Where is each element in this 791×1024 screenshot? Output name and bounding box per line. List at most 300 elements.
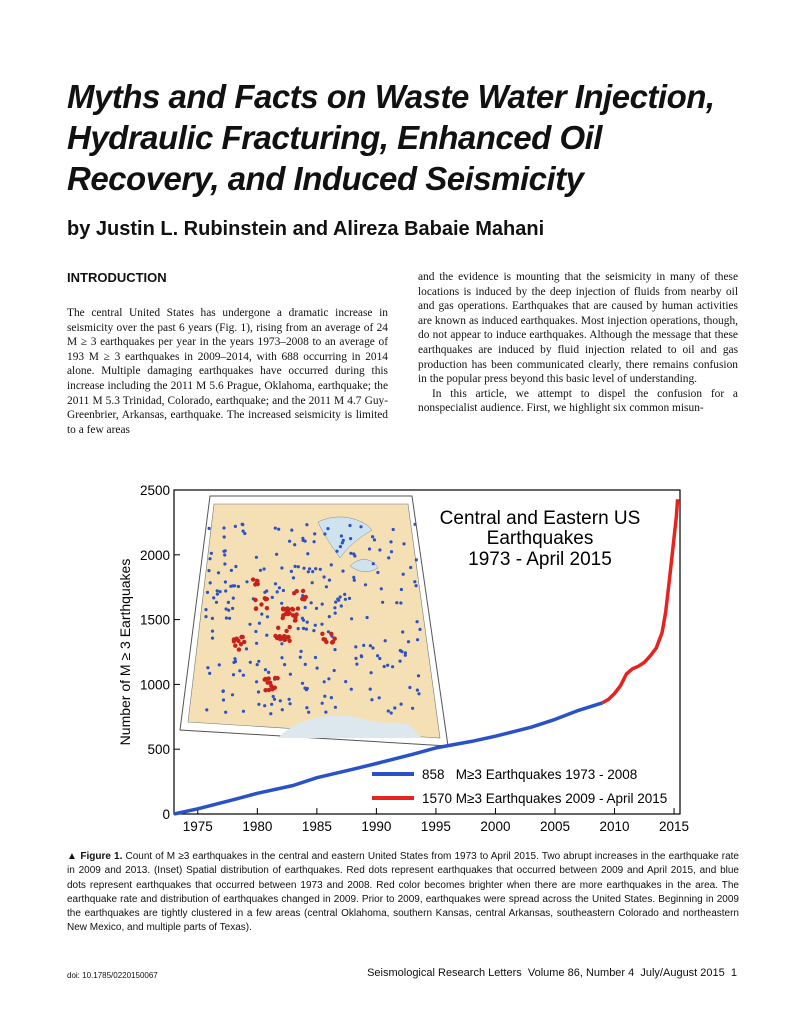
- map-dot-blue: [333, 606, 336, 609]
- map-dot-blue: [390, 711, 393, 714]
- map-dot-red: [278, 637, 282, 641]
- map-dot-blue: [368, 547, 371, 550]
- map-dot-blue: [237, 585, 240, 588]
- figure-1: [110, 484, 750, 844]
- map-dot-blue: [311, 570, 314, 573]
- map-dot-blue: [305, 628, 308, 631]
- map-dot-blue: [219, 590, 222, 593]
- map-dot-red: [331, 640, 335, 644]
- map-dot-blue: [323, 680, 326, 683]
- map-dot-red: [293, 618, 297, 622]
- map-dot-blue: [302, 567, 305, 570]
- map-dot-blue: [278, 586, 281, 589]
- x-tick-label: 1990: [361, 819, 392, 834]
- map-dot-red: [265, 606, 269, 610]
- map-dot-blue: [340, 534, 343, 537]
- map-dot-blue: [339, 545, 342, 548]
- map-dot-blue: [341, 541, 344, 544]
- map-dot-blue: [277, 528, 280, 531]
- map-dot-red: [239, 635, 243, 639]
- map-dot-blue: [399, 649, 402, 652]
- map-dot-blue: [417, 674, 420, 677]
- map-dot-red: [242, 640, 246, 644]
- inset-title-line-2: Earthquakes: [486, 528, 594, 549]
- map-dot-blue: [314, 567, 317, 570]
- map-dot-red: [296, 606, 300, 610]
- map-dot-blue: [288, 698, 291, 701]
- map-dot-blue: [314, 656, 317, 659]
- map-dot-blue: [354, 645, 357, 648]
- map-dot-red: [236, 639, 240, 643]
- map-dot-blue: [378, 696, 381, 699]
- map-dot-red: [288, 625, 292, 629]
- map-dot-blue: [222, 550, 225, 553]
- map-dot-blue: [333, 669, 336, 672]
- map-dot-blue: [248, 623, 251, 626]
- map-dot-blue: [212, 596, 215, 599]
- map-dot-blue: [288, 540, 291, 543]
- map-dot-blue: [211, 617, 214, 620]
- map-dot-blue: [307, 711, 310, 714]
- map-dot-blue: [232, 597, 235, 600]
- section-heading: INTRODUCTION: [67, 270, 167, 285]
- map-dot-blue: [408, 686, 411, 689]
- map-dot-blue: [306, 621, 309, 624]
- map-dot-blue: [380, 587, 383, 590]
- map-dot-blue: [273, 698, 276, 701]
- map-dot-blue: [233, 584, 236, 587]
- map-dot-blue: [224, 589, 227, 592]
- map-dot-blue: [297, 565, 300, 568]
- map-dot-blue: [404, 654, 407, 657]
- map-dot-blue: [328, 579, 331, 582]
- map-dot-red: [251, 577, 255, 581]
- map-dot-blue: [255, 680, 258, 683]
- map-dot-red: [281, 607, 285, 611]
- map-dot-blue: [325, 585, 328, 588]
- map-dot-red: [273, 686, 277, 690]
- map-dot-blue: [341, 570, 344, 573]
- map-dot-blue: [301, 682, 304, 685]
- map-dot-red: [264, 597, 268, 601]
- map-dot-blue: [258, 622, 261, 625]
- intro-paragraph-2: In this article, we attempt to dispel the confusion for a nonspecialist audience. First, we highlight six common misun-: [418, 387, 738, 415]
- map-dot-blue: [393, 706, 396, 709]
- map-dot-blue: [370, 671, 373, 674]
- x-tick-label: 1995: [420, 819, 451, 834]
- map-dot-red: [285, 606, 289, 610]
- map-dot-blue: [407, 640, 410, 643]
- map-dot-blue: [280, 656, 283, 659]
- map-dot-blue: [301, 617, 304, 620]
- map-dot-blue: [242, 710, 245, 713]
- map-dot-blue: [391, 665, 394, 668]
- map-dot-blue: [360, 654, 363, 657]
- map-dot-blue: [206, 666, 209, 669]
- map-dot-blue: [323, 695, 326, 698]
- map-dot-blue: [275, 553, 278, 556]
- map-dot-blue: [223, 553, 226, 556]
- article-authors: by Justin L. Rubinstein and Alireza Babaie Mahani: [67, 218, 545, 240]
- map-dot-blue: [313, 540, 316, 543]
- map-dot-blue: [409, 566, 412, 569]
- map-dot-blue: [323, 532, 326, 535]
- map-dot-blue: [390, 550, 393, 553]
- map-dot-blue: [299, 656, 302, 659]
- map-land: [188, 504, 440, 738]
- map-dot-blue: [324, 711, 327, 714]
- map-dot-blue: [402, 542, 405, 545]
- map-dot-blue: [211, 637, 214, 640]
- map-dot-blue: [224, 711, 227, 714]
- x-tick-label: 2010: [599, 819, 630, 834]
- map-dot-blue: [416, 620, 419, 623]
- y-axis-label: Number of M ≥ 3 Earthquakes: [117, 558, 133, 746]
- map-dot-blue: [245, 580, 248, 583]
- map-dot-blue: [257, 690, 260, 693]
- map-dot-blue: [415, 558, 418, 561]
- map-dot-blue: [319, 568, 322, 571]
- right-column: [418, 270, 738, 416]
- left-column: [67, 306, 388, 437]
- map-dot-red: [254, 606, 258, 610]
- map-dot-blue: [373, 538, 376, 541]
- map-dot-blue: [334, 612, 337, 615]
- map-dot-blue: [293, 543, 296, 546]
- map-dot-blue: [371, 535, 374, 538]
- map-dot-blue: [292, 576, 295, 579]
- map-dot-blue: [270, 703, 273, 706]
- map-dot-blue: [343, 593, 346, 596]
- map-dot-blue: [321, 702, 324, 705]
- map-dot-blue: [256, 663, 259, 666]
- map-dot-blue: [304, 606, 307, 609]
- map-dot-blue: [312, 629, 315, 632]
- map-dot-blue: [297, 627, 300, 630]
- map-dot-blue: [255, 556, 258, 559]
- map-dot-blue: [300, 650, 303, 653]
- article-title: Myths and Facts on Waste Water Injection, Hydraulic Fracturing, Enhanced Oil Recovery, and Induced Seismicity: [67, 78, 715, 197]
- map-dot-blue: [302, 539, 305, 542]
- map-dot-blue: [280, 602, 283, 605]
- map-dot-blue: [274, 527, 277, 530]
- map-dot-blue: [216, 593, 219, 596]
- map-dot-blue: [238, 669, 241, 672]
- map-dot-blue: [305, 523, 308, 526]
- map-dot-blue: [417, 692, 420, 695]
- map-dot-blue: [366, 616, 369, 619]
- map-dot-blue: [413, 580, 416, 583]
- map-dot-blue: [350, 617, 353, 620]
- map-dot-blue: [279, 699, 282, 702]
- map-dot-blue: [416, 638, 419, 641]
- map-dot-blue: [402, 573, 405, 576]
- intro-paragraph-1: The central United States has undergone a dramatic increase in seismicity over the past 6 years (Fig. 1), rising from an average of 24 M ≥ 3 earthquakes per year in the years 1973–2008 to an average of 193 M ≥ 3 earthquakes in 2009–2014, with 688 occurring in 2014 alone. Multiple damaging earthquakes have occurred during this increase including the 2011 M 5.6 Prague, Oklahoma, earthquake; the 2011 M 5.3 Trinidad, Colorado, earthquake; and the 2011 M 4.7 Guy-Greenbrier, Arkansas, earthquake. The increased seismicity is limited to a few areas: [67, 307, 388, 436]
- map-dot-blue: [223, 562, 226, 565]
- caption-text: Count of M ≥3 earthquakes in the central and eastern United States from 1973 to April 2015. Two abrupt increases in the earthquake rate in 2009 and 2013. (Inset) Spatial distribution of earthquakes. Red dots represent earthquakes that occurred between 2009 and April 2015, and blue dots represent earthquakes that occurred between 1973 and 2008. Red color becomes brighter when there are more earthquakes in the area. The earthquake rate and distribution of earthquakes changed in 2009. Prior to 2009, earthquakes were spread across the United States. Beginning in 2009 the earthquakes are tightly clustered in a few areas (central Oklahoma, southern Kansas, central Arkansas, southeastern Colorado and northeastern New Mexico, and multiple parts of Texas).: [67, 851, 739, 934]
- map-dot-blue: [313, 532, 316, 535]
- map-dot-red: [292, 591, 296, 595]
- map-dot-blue: [413, 523, 416, 526]
- map-dot-blue: [280, 566, 283, 569]
- map-dot-blue: [315, 607, 318, 610]
- map-dot-blue: [352, 576, 355, 579]
- map-dot-blue: [330, 563, 333, 566]
- map-dot-blue: [381, 601, 384, 604]
- map-dot-blue: [228, 617, 231, 620]
- map-dot-blue: [384, 639, 387, 642]
- map-dot-red: [290, 607, 294, 611]
- map-dot-red: [329, 632, 333, 636]
- x-tick-label: 1980: [242, 819, 273, 834]
- map-dot-blue: [418, 628, 421, 631]
- map-dot-blue: [290, 570, 293, 573]
- map-dot-blue: [401, 630, 404, 633]
- map-dot-blue: [334, 601, 337, 604]
- map-dot-blue: [263, 567, 266, 570]
- map-dot-blue: [231, 693, 234, 696]
- map-dot-blue: [223, 535, 226, 538]
- map-dot-blue: [308, 567, 311, 570]
- map-dot-blue: [369, 644, 372, 647]
- map-dot-blue: [310, 601, 313, 604]
- map-dot-blue: [205, 708, 208, 711]
- map-dot-blue: [221, 690, 224, 693]
- map-dot-red: [233, 644, 237, 648]
- map-dot-blue: [316, 667, 319, 670]
- map-dot-red: [253, 598, 257, 602]
- legend-label-blue: 858 M≥3 Earthquakes 1973 - 2008: [422, 767, 638, 782]
- map-dot-blue: [371, 646, 374, 649]
- map-dot-blue: [302, 627, 305, 630]
- map-dot-blue: [334, 706, 337, 709]
- map-dot-blue: [204, 608, 207, 611]
- map-dot-blue: [289, 673, 292, 676]
- map-dot-blue: [265, 634, 268, 637]
- map-dot-blue: [225, 616, 228, 619]
- map-dot-red: [294, 612, 298, 616]
- map-dot-blue: [392, 528, 395, 531]
- map-dot-blue: [207, 569, 210, 572]
- map-dot-red: [287, 639, 291, 643]
- map-dot-blue: [327, 677, 330, 680]
- caption-label: ▲ Figure 1.: [67, 851, 123, 862]
- map-dot-blue: [339, 595, 342, 598]
- map-dot-blue: [350, 688, 353, 691]
- map-dot-blue: [232, 673, 235, 676]
- map-dot-red: [273, 634, 277, 638]
- intro-paragraph-continued: and the evidence is mounting that the seismicity in many of these locations is induced by the deep injection of fluids from nearby oil and gas operations. Earthquakes that are caused by human activities are known as induced earthquakes. Most injection operations, though, do not appear to induce earthquakes. Although the message that these earthquakes are induced by fluid injection related to oil and gas production has been communicated clearly, there remains confusion in the popular press beyond this basic level of understanding.: [418, 271, 738, 386]
- map-dot-red: [237, 647, 241, 651]
- map-dot-blue: [234, 565, 237, 568]
- map-dot-blue: [210, 552, 213, 555]
- y-tick-label: 1500: [139, 612, 170, 628]
- map-dot-blue: [271, 596, 274, 599]
- map-dot-blue: [249, 661, 252, 664]
- map-dot-red: [284, 629, 288, 633]
- map-dot-blue: [224, 580, 227, 583]
- map-dot-blue: [230, 569, 233, 572]
- map-dot-blue: [211, 630, 214, 633]
- x-tick-label: 1985: [301, 819, 332, 834]
- map-dot-blue: [227, 601, 230, 604]
- map-dot-blue: [215, 601, 218, 604]
- map-dot-blue: [257, 660, 260, 663]
- x-tick-label: 2015: [659, 819, 690, 834]
- map-dot-blue: [349, 537, 352, 540]
- map-dot-blue: [399, 601, 402, 604]
- y-tick-label: 0: [162, 807, 170, 822]
- map-dot-blue: [344, 680, 347, 683]
- x-tick-label: 2005: [539, 819, 571, 834]
- map-dot-blue: [326, 527, 329, 530]
- map-dot-blue: [281, 708, 284, 711]
- map-dot-blue: [208, 527, 211, 530]
- map-dot-blue: [416, 689, 419, 692]
- map-dot-blue: [242, 530, 245, 533]
- y-tick-label: 1000: [139, 677, 170, 693]
- map-dot-blue: [222, 698, 225, 701]
- map-dot-blue: [387, 556, 390, 559]
- map-dot-blue: [362, 644, 365, 647]
- map-dot-red: [323, 637, 327, 641]
- earthquake-count-chart: [110, 484, 750, 844]
- map-dot-blue: [289, 702, 292, 705]
- map-dot-blue: [376, 654, 379, 657]
- x-tick-label: 1975: [182, 819, 213, 834]
- map-dot-red: [259, 602, 263, 606]
- map-dot-blue: [280, 642, 283, 645]
- map-dot-blue: [400, 588, 403, 591]
- map-dot-blue: [415, 584, 418, 587]
- y-tick-label: 500: [147, 742, 170, 758]
- map-dot-blue: [330, 696, 333, 699]
- map-dot-blue: [234, 660, 237, 663]
- map-dot-blue: [208, 672, 211, 675]
- map-dot-red: [301, 589, 305, 593]
- map-dot-blue: [340, 604, 343, 607]
- y-tick-label: 2000: [139, 547, 170, 563]
- map-dot-blue: [231, 607, 234, 610]
- map-dot-blue: [344, 598, 347, 601]
- map-dot-blue: [364, 583, 367, 586]
- map-dot-blue: [353, 579, 356, 582]
- map-dot-red: [253, 582, 257, 586]
- map-dot-blue: [333, 648, 336, 651]
- map-dot-blue: [263, 704, 266, 707]
- map-dot-blue: [222, 526, 225, 529]
- map-dot-blue: [387, 709, 390, 712]
- map-dot-blue: [411, 707, 414, 710]
- map-dot-blue: [255, 642, 258, 645]
- map-dot-blue: [378, 548, 381, 551]
- map-dot-blue: [354, 657, 357, 660]
- map-dot-blue: [267, 671, 270, 674]
- map-dot-blue: [294, 565, 297, 568]
- map-dot-blue: [216, 589, 219, 592]
- map-dot-blue: [269, 712, 272, 715]
- map-dot-blue: [370, 698, 373, 701]
- map-dot-blue: [229, 585, 232, 588]
- map-dot-blue: [355, 663, 358, 666]
- map-dot-red: [320, 632, 324, 636]
- map-dot-red: [267, 688, 271, 692]
- map-dot-blue: [359, 525, 362, 528]
- map-dot-blue: [372, 562, 375, 565]
- map-dot-blue: [353, 554, 356, 557]
- journal-footer: Seismological Research Letters Volume 86, Number 4 July/August 2015 1: [367, 967, 737, 979]
- map-dot-blue: [395, 601, 398, 604]
- map-dot-blue: [349, 552, 352, 555]
- map-dot-red: [267, 676, 271, 680]
- map-dot-blue: [254, 630, 257, 633]
- map-dot-blue: [218, 663, 221, 666]
- inset-map: [180, 496, 448, 746]
- inset-title-line-1: Central and Eastern US: [439, 508, 641, 529]
- map-dot-blue: [307, 570, 310, 573]
- map-dot-blue: [336, 598, 339, 601]
- map-dot-blue: [378, 657, 381, 660]
- map-dot-blue: [369, 688, 372, 691]
- map-dot-blue: [323, 575, 326, 578]
- map-dot-red: [268, 681, 272, 685]
- map-dot-blue: [265, 589, 268, 592]
- inset-title-line-3: 1973 - April 2015: [468, 549, 612, 570]
- map-dot-blue: [259, 569, 262, 572]
- map-dot-red: [273, 676, 277, 680]
- map-dot-blue: [305, 706, 308, 709]
- map-dot-red: [232, 637, 236, 641]
- x-tick-label: 2000: [480, 819, 511, 834]
- map-dot-blue: [311, 581, 314, 584]
- map-dot-red: [284, 612, 288, 616]
- map-dot-blue: [335, 550, 338, 553]
- map-dot-blue: [290, 529, 293, 532]
- map-dot-blue: [260, 613, 263, 616]
- map-dot-blue: [274, 582, 277, 585]
- map-dot-blue: [400, 703, 403, 706]
- map-dot-red: [276, 626, 280, 630]
- map-dot-blue: [282, 589, 285, 592]
- map-dot-blue: [383, 665, 386, 668]
- map-dot-blue: [233, 657, 236, 660]
- map-dot-blue: [304, 663, 307, 666]
- map-dot-blue: [386, 664, 389, 667]
- map-dot-red: [302, 597, 306, 601]
- map-dot-blue: [206, 591, 209, 594]
- map-dot-blue: [321, 603, 324, 606]
- map-dot-blue: [209, 581, 212, 584]
- map-dot-blue: [314, 624, 317, 627]
- map-dot-blue: [376, 571, 379, 574]
- doi-text: doi: 10.1785/0220150067: [67, 971, 158, 980]
- map-dot-blue: [208, 557, 211, 560]
- map-dot-blue: [266, 615, 269, 618]
- map-dot-blue: [348, 524, 351, 527]
- map-dot-blue: [348, 597, 351, 600]
- map-dot-red: [263, 677, 267, 681]
- map-dot-blue: [272, 695, 275, 698]
- map-dot-blue: [245, 647, 248, 650]
- map-dot-red: [282, 638, 286, 642]
- map-dot-blue: [242, 674, 245, 677]
- figure-caption: [67, 850, 739, 936]
- map-dot-blue: [217, 571, 220, 574]
- map-dot-blue: [399, 660, 402, 663]
- map-dot-blue: [283, 663, 286, 666]
- map-dot-blue: [264, 668, 267, 671]
- map-dot-blue: [306, 552, 309, 555]
